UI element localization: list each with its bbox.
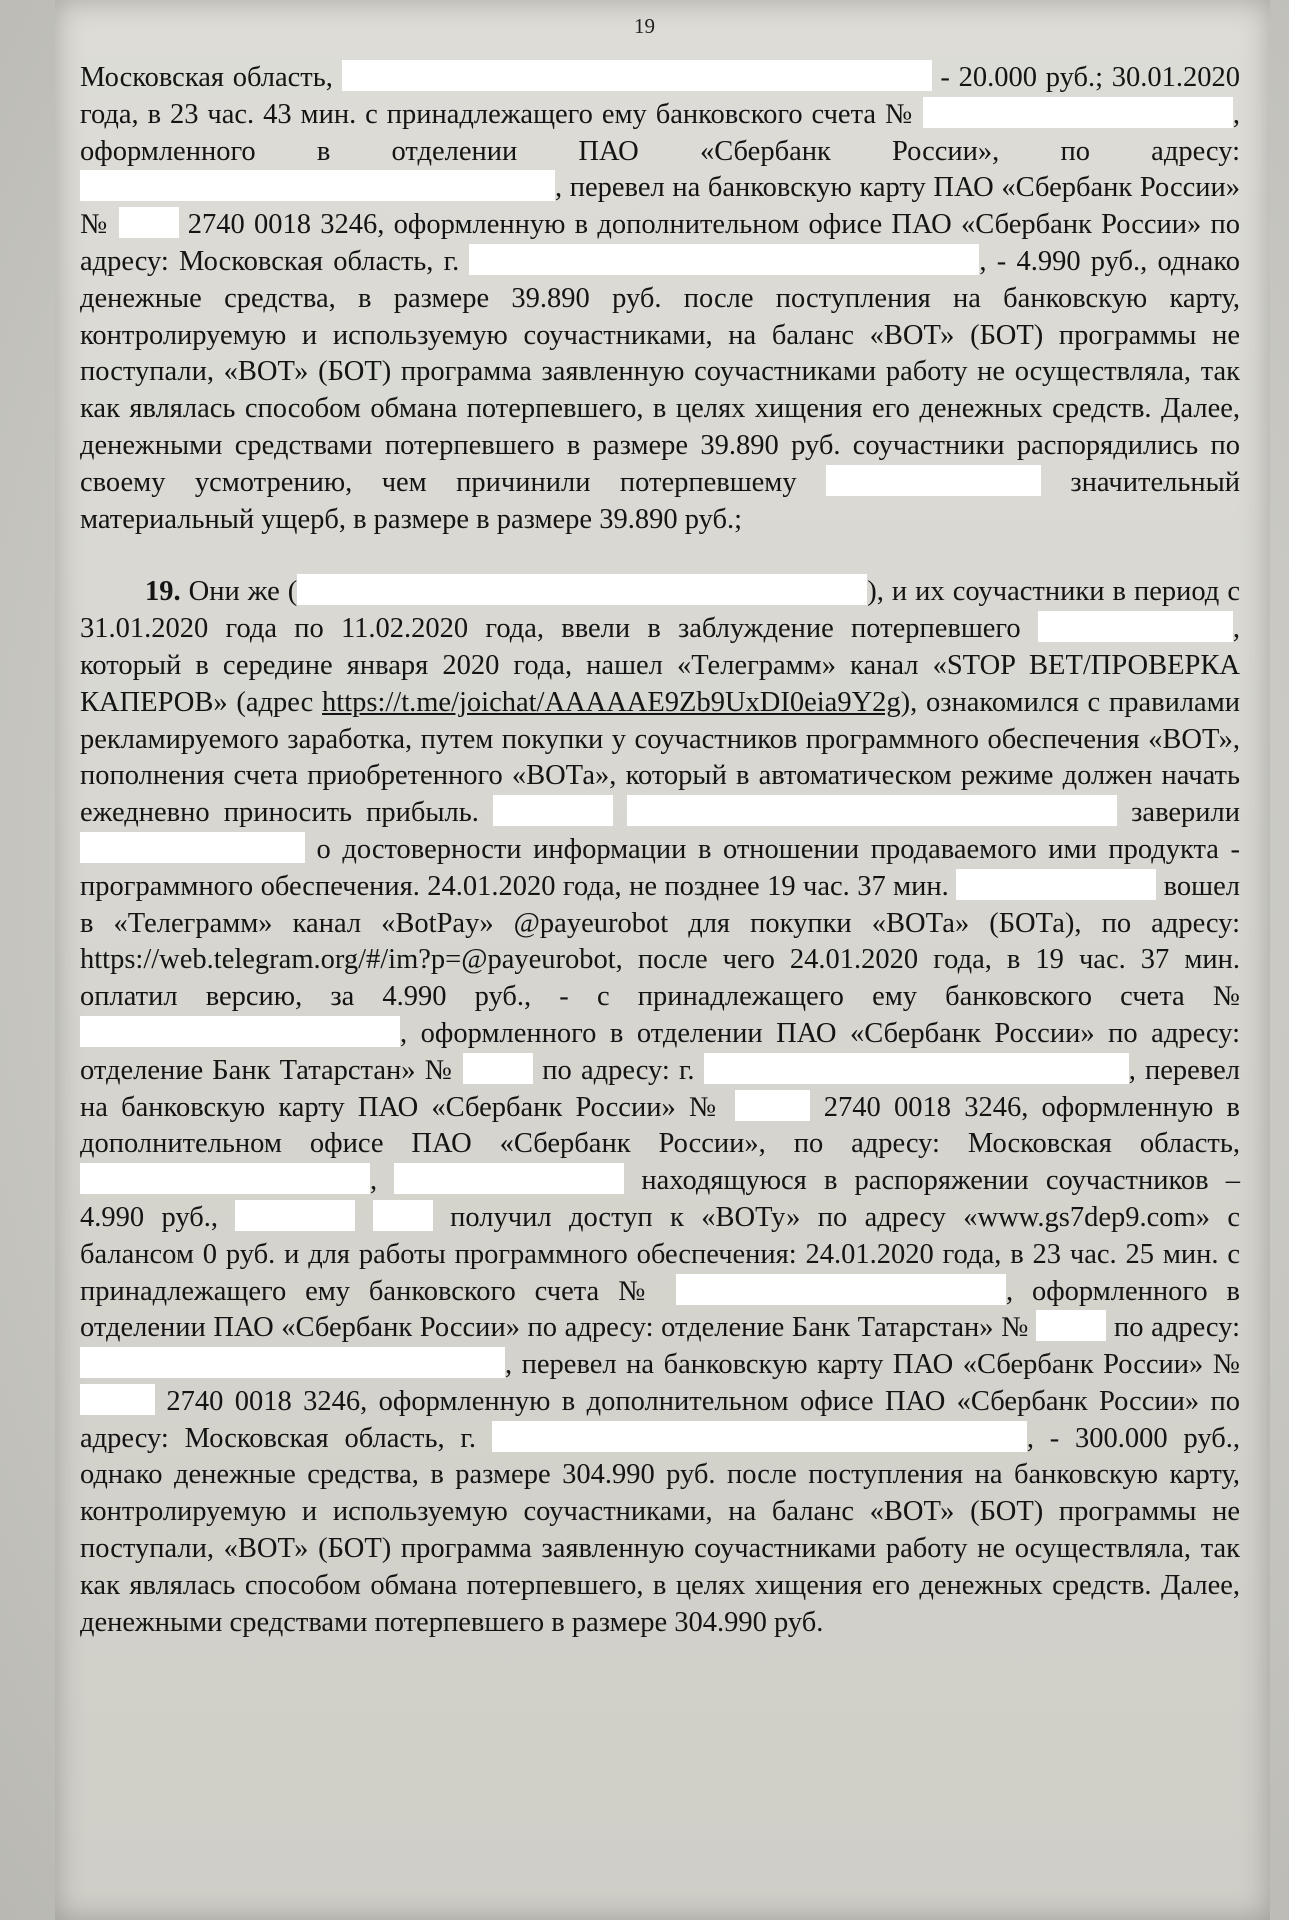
text-run: , который в середине января 2020 года, нашел «Телеграмм» канал «STOP ВЕТ/ПРОВЕРКА КАПЕРОВ» (адрес xyxy=(80,613,1240,718)
text-run: , оформленного в отделении ПАО «Сбербанк России» по адресу: отделение Банк Татарстан» № xyxy=(80,1017,1240,1086)
text-run: о достоверности информации в отношении продаваемого ими продукта - программного обеспечения. 24.01.2020 года, не позднее 19 час. 37 мин. xyxy=(80,833,1240,902)
redaction-box xyxy=(1038,611,1233,642)
text-run: 2740 0018 3246, оформленную в дополнительном офисе ПАО «Сбербанк России» по адресу: Московская область, г. xyxy=(80,209,1240,277)
text-run: вошел в «Телеграмм» канал «BotPay» @payeurobot для покупки «ВОТа» (БОТа), по адресу: https://web.telegram.org/#/im?p=@payeurobot, после чего 24.01.2020 года, в 19 час. 37 мин. оплатил версию, за 4.990 руб., - с принадлежащего ему банковского счета № xyxy=(80,870,1240,1013)
redaction-box xyxy=(394,1163,624,1194)
redaction-box xyxy=(704,1053,1129,1084)
redaction-box xyxy=(119,207,179,238)
redaction-box xyxy=(80,832,305,863)
text-run: , оформленного в отделении ПАО «Сбербанк России», по адресу: xyxy=(80,98,1240,167)
redaction-box xyxy=(80,1163,370,1194)
text-run: по адресу: г. xyxy=(533,1054,704,1086)
paragraph-gap xyxy=(80,538,1240,574)
text-run: , оформленного в отделении ПАО «Сбербанк России» по адресу: отделение Банк Татарстан» № xyxy=(80,1275,1240,1344)
redaction-box xyxy=(80,170,555,201)
document-body xyxy=(80,60,1240,1641)
text-run: 2740 0018 3246, оформленную в дополнительном офисе ПАО «Сбербанк России», по адресу: Московская область, xyxy=(80,1091,1240,1160)
text-run: , - 300.000 руб., однако денежные средства, в размере 304.990 руб. после поступления на банковскую карту, контролируемую и используемую соучастниками, на баланс «ВОТ» (БОТ) программы не поступали, «ВОТ» (БОТ) программа заявленную соучастниками работу не осуществляла, так как являлась способом обмана потерпевшего, в целях хищения его денежных средств. Далее, денежными средствами потерпевшего в размере 304.990 руб. xyxy=(80,1422,1240,1638)
redaction-box xyxy=(923,97,1233,128)
redaction-box xyxy=(627,795,1117,826)
redaction-box xyxy=(492,1421,1027,1452)
text-run: , перевел на банковскую карту ПАО «Сбербанк России» № xyxy=(505,1349,1240,1381)
text-run: , перевел на банковскую карту ПАО «Сбербанк России» № xyxy=(80,172,1240,241)
redaction-box xyxy=(342,60,932,91)
text-run: ), ознакомился с правилами рекламируемого заработка, путем покупки у соучастников программного обеспечения «ВОТ», пополнения счета приобретенного «ВОТа», который в автоматическом режиме должен начать ежедневно приносить прибыль. xyxy=(80,686,1240,829)
text-run: , - 4.990 руб., однако денежные средства, в размере 39.890 руб. после поступления на банковскую карту, контролируемую и используемую соучастниками, на баланс «ВОТ» (БОТ) программы не поступали, «ВОТ» (БОТ) программа заявленную соучастниками работу не осуществляла, так как являлась способом обмана потерпевшего, в целях хищения его денежных средств. Далее, денежными средствами потерпевшего в размере 39.890 руб. соучастники распорядились по своему усмотрению, чем причинили потерпевшему xyxy=(80,245,1240,498)
text-run: получил доступ к «ВОТу» по адресу «www.gs7dep9.com» с балансом 0 руб. и для работы программного обеспечения: 24.01.2020 года, в 23 час. 25 мин. с принадлежащего ему банковского счета № xyxy=(80,1201,1241,1307)
redaction-box xyxy=(1036,1310,1106,1341)
text-run: , перевел на банковскую карту ПАО «Сбербанк России» № xyxy=(80,1054,1240,1123)
paragraph-number: 19. xyxy=(145,576,181,608)
redaction-box xyxy=(297,574,867,605)
text-run: по адресу: xyxy=(1106,1312,1240,1344)
text-run: находящуюся в распоряжении соучастников – 4.990 руб., xyxy=(80,1165,1240,1233)
text-run: значительный материальный ущерб, в размере в размере 39.890 руб.; xyxy=(80,466,1240,535)
text-run: Московская область, xyxy=(80,62,342,93)
text-run: Они же ( xyxy=(180,576,298,608)
paragraph-previous-continued xyxy=(80,60,1240,538)
redaction-box xyxy=(463,1053,533,1084)
text-run: , xyxy=(370,1165,395,1197)
text-run: 2740 0018 3246, оформленную в дополнительном офисе ПАО «Сбербанк России» по адресу: Московская область, г. xyxy=(80,1385,1240,1454)
text-run: ), и их соучастники в период с 31.01.2020 года по 11.02.2020 года, ввели в заблуждение потерпевшего xyxy=(80,576,1240,645)
telegram-channel-link[interactable]: https://t.me/joichat/AAAAAE9Zb9UxDI0eia9Y2g xyxy=(322,686,901,718)
redaction-box xyxy=(826,465,1041,496)
text-run: - 20.000 руб.; 30.01.2020 года, в 23 час. 43 мин. с принадлежащего ему банковского счета № xyxy=(80,62,1240,130)
redaction-box xyxy=(676,1274,1006,1305)
redaction-box xyxy=(235,1200,355,1231)
redaction-box xyxy=(956,869,1156,900)
redaction-box xyxy=(80,1347,505,1378)
page-number: 19 xyxy=(634,14,655,38)
redaction-box xyxy=(493,795,613,826)
text-run: заверили xyxy=(1117,797,1241,829)
redaction-box xyxy=(80,1016,400,1047)
paragraph-19 xyxy=(80,574,1240,1641)
redaction-box xyxy=(735,1090,810,1121)
redaction-box xyxy=(373,1200,433,1231)
redaction-box xyxy=(469,244,979,275)
redaction-box xyxy=(80,1384,155,1415)
